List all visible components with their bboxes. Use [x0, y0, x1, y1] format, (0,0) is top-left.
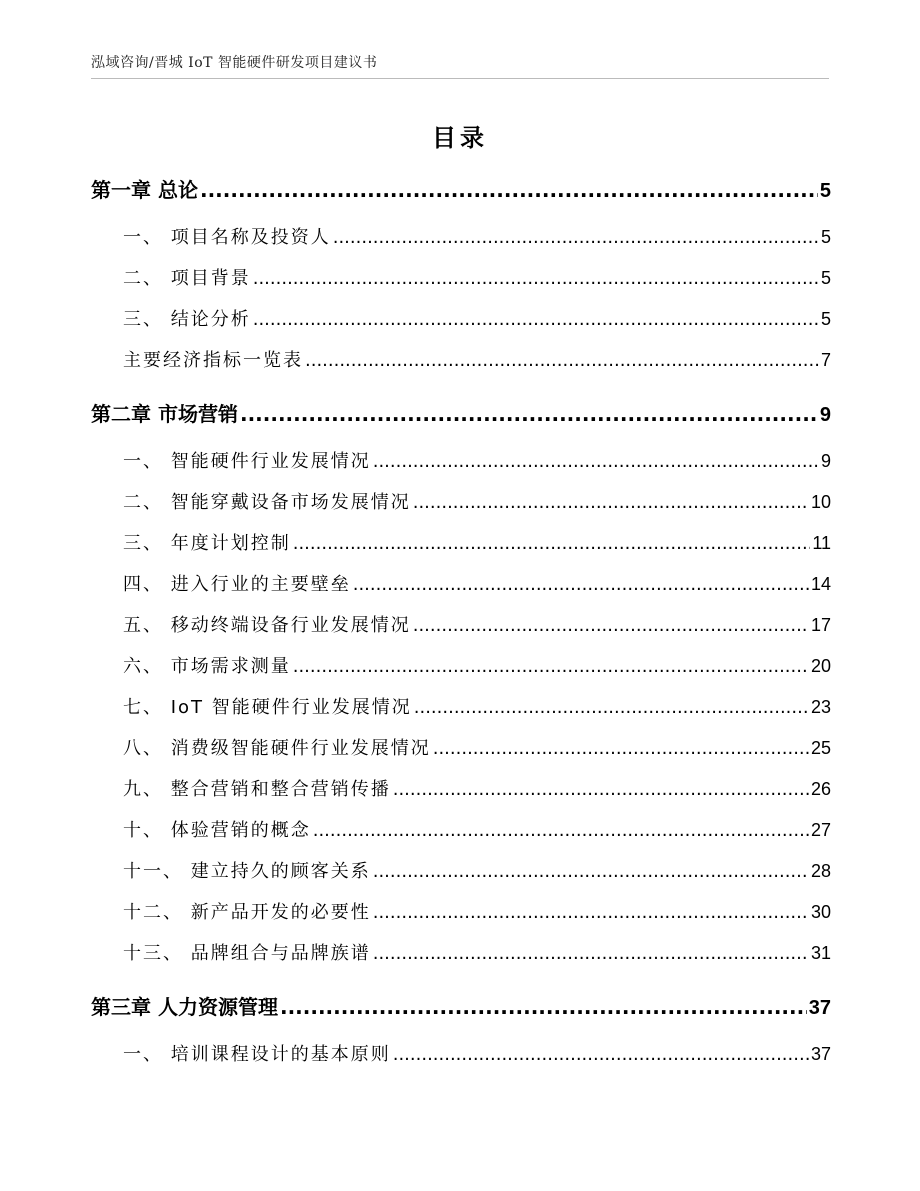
toc-section-entry[interactable] — [91, 258, 831, 299]
toc-section-entry[interactable] — [91, 851, 831, 892]
toc-section-entry[interactable] — [91, 728, 831, 769]
toc-page-number: 5 — [820, 227, 831, 247]
toc-page-number: 11 — [812, 533, 831, 553]
toc-entry-label: 第一章 总论 — [91, 178, 198, 202]
toc-dot-leader — [305, 340, 819, 381]
toc-page-number: 7 — [820, 350, 831, 370]
toc-page-number: 31 — [810, 943, 831, 963]
toc-section-entry[interactable] — [91, 441, 831, 482]
toc-page-number: 9 — [819, 404, 831, 426]
toc-dot-leader — [293, 523, 811, 564]
toc-page-number: 17 — [810, 615, 831, 635]
toc-chapter-entry[interactable] — [91, 987, 831, 1028]
toc-entry-label: 十三、 品牌组合与品牌族谱 — [123, 943, 371, 964]
toc-chapter-entry[interactable] — [91, 170, 831, 211]
toc-entry-label: 三、 结论分析 — [123, 309, 251, 330]
toc-section-entry[interactable] — [91, 810, 831, 851]
toc-entry-label: 一、 项目名称及投资人 — [123, 227, 331, 248]
toc-dot-leader — [353, 564, 809, 605]
toc-entry-label: 二、 项目背景 — [123, 268, 251, 289]
toc-chapter-entry[interactable] — [91, 394, 831, 435]
toc-dot-leader — [373, 892, 809, 933]
toc-dot-leader — [200, 170, 818, 211]
toc-page-number: 25 — [810, 738, 831, 758]
toc-dot-leader — [253, 258, 819, 299]
toc-page-number: 9 — [820, 451, 831, 471]
toc-entry-label: 一、 培训课程设计的基本原则 — [123, 1044, 391, 1065]
toc-dot-leader — [293, 646, 809, 687]
toc-entry-label: 六、 市场需求测量 — [123, 656, 291, 677]
toc-page-number: 26 — [810, 779, 831, 799]
toc-title: 目录 — [432, 124, 488, 152]
toc-entry-label: 七、 IoT 智能硬件行业发展情况 — [123, 697, 412, 718]
toc-entry-label: 九、 整合营销和整合营销传播 — [123, 779, 391, 800]
toc-dot-leader — [413, 482, 809, 523]
toc-section-entry[interactable] — [91, 769, 831, 810]
toc-dot-leader — [413, 605, 809, 646]
toc-dot-leader — [280, 987, 807, 1028]
toc-entry-label: 十一、 建立持久的顾客关系 — [123, 861, 371, 882]
toc-page-number: 37 — [808, 997, 831, 1019]
toc-page-number: 37 — [810, 1044, 831, 1064]
toc-entry-label: 三、 年度计划控制 — [123, 533, 291, 554]
toc-page-number: 20 — [810, 656, 831, 676]
toc-section-entry[interactable] — [91, 564, 831, 605]
toc-page-number: 5 — [820, 309, 831, 329]
toc-page-number: 30 — [810, 902, 831, 922]
table-of-contents — [91, 170, 831, 1075]
toc-section-entry[interactable] — [91, 687, 831, 728]
running-header: 泓域咨询/晋城 IoT 智能硬件研发项目建议书 — [91, 55, 378, 71]
toc-section-entry[interactable] — [91, 605, 831, 646]
toc-page-number: 5 — [820, 268, 831, 288]
toc-section-entry[interactable] — [91, 523, 831, 564]
toc-section-entry[interactable] — [91, 299, 831, 340]
toc-dot-leader — [373, 441, 819, 482]
toc-page-number: 23 — [810, 697, 831, 717]
toc-entry-label: 第三章 人力资源管理 — [91, 995, 278, 1019]
toc-dot-leader — [393, 769, 809, 810]
toc-page-number: 28 — [810, 861, 831, 881]
toc-dot-leader — [333, 217, 819, 258]
toc-dot-leader — [414, 687, 809, 728]
toc-dot-leader — [393, 1034, 809, 1075]
toc-dot-leader — [240, 394, 818, 435]
toc-dot-leader — [313, 810, 809, 851]
toc-entry-label: 主要经济指标一览表 — [123, 350, 303, 371]
toc-section-entry[interactable] — [91, 646, 831, 687]
toc-dot-leader — [373, 851, 809, 892]
toc-entry-label: 五、 移动终端设备行业发展情况 — [123, 615, 411, 636]
toc-entry-label: 十二、 新产品开发的必要性 — [123, 902, 371, 923]
toc-section-entry[interactable] — [91, 217, 831, 258]
toc-page-number: 10 — [810, 492, 831, 512]
toc-section-entry[interactable] — [91, 892, 831, 933]
toc-page-number: 27 — [810, 820, 831, 840]
toc-dot-leader — [373, 933, 809, 974]
header-rule — [91, 78, 829, 79]
toc-section-entry[interactable] — [91, 933, 831, 974]
toc-page-number: 14 — [810, 574, 831, 594]
toc-page-number: 5 — [819, 180, 831, 202]
toc-entry-label: 第二章 市场营销 — [91, 402, 238, 426]
toc-entry-label: 八、 消费级智能硬件行业发展情况 — [123, 738, 431, 759]
toc-section-entry[interactable] — [91, 482, 831, 523]
toc-entry-label: 一、 智能硬件行业发展情况 — [123, 451, 371, 472]
toc-entry-label: 二、 智能穿戴设备市场发展情况 — [123, 492, 411, 513]
toc-entry-label: 四、 进入行业的主要壁垒 — [123, 574, 351, 595]
toc-dot-leader — [253, 299, 819, 340]
toc-dot-leader — [433, 728, 809, 769]
toc-entry-label: 十、 体验营销的概念 — [123, 820, 311, 841]
toc-section-entry[interactable] — [91, 340, 831, 381]
toc-section-entry[interactable] — [91, 1034, 831, 1075]
